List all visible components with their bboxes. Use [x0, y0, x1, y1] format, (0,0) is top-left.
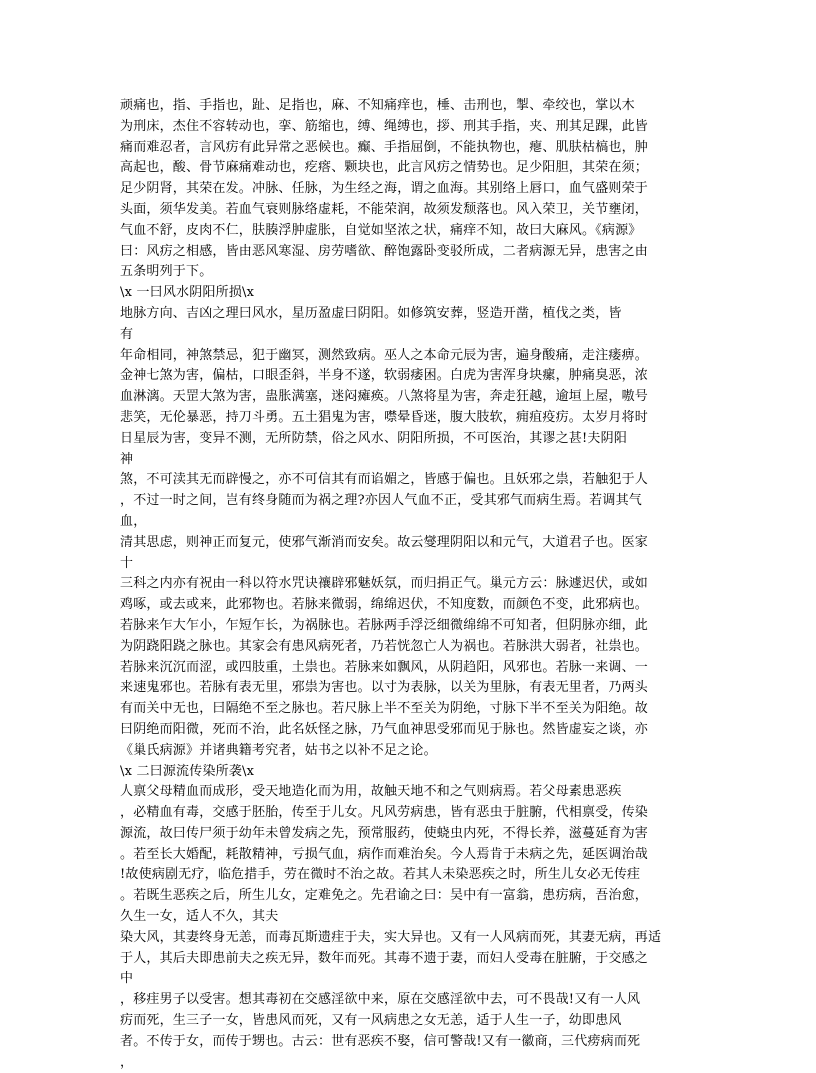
text-line: 中: [120, 971, 134, 987]
text-line: 年命相同，神煞禁忌，犯于幽冥，测然致病。巫人之本命元辰为害，遍身酸痛，走注瘘痹。: [120, 347, 649, 363]
text-line: 痛而难忍者，言风疠有此异常之恶候也。癫、手指屈倒，不能执物也，瘪、肌肤枯槁也，肿: [120, 139, 649, 155]
text-line: 清其思虑，则神正而复元，使邪气渐消而安矣。故云燮理阴阳以和元气，大道君子也。医家: [120, 534, 649, 550]
text-line: \x 二曰源流传染所袭\x: [120, 763, 255, 779]
text-line: 有而关中无也，曰隔绝不至之脉也。若尺脉上半不至关为阴绝，寸脉下半不至关为阳绝。故: [120, 701, 649, 717]
text-line: ，不过一时之间，岂有终身随而为祸之理?亦因人气血不正，受其邪气而病生焉。若调其气: [120, 493, 642, 509]
text-line: 久生一女，适人不久，其夫: [120, 909, 279, 925]
text-line: 地脉方向、吉凶之理曰风水，星历盈虚曰阴阳。如修筑安葬，竖造开凿，植伐之类，皆: [120, 305, 622, 321]
text-line: 日星辰为害，变异不测，无所防禁，俗之风水、阴阳所损，不可医治，其谬之甚!夫阴阳: [120, 430, 628, 446]
text-line: ，: [120, 1054, 134, 1070]
text-line: 为阴跷阳跷之脉也。其家会有患风病死者，乃若恍忽亡人为祸也。若脉洪大弱者，社祟也。: [120, 638, 649, 654]
text-line: 金神七煞为害，偏枯，口眼歪斜，半身不遂，软弱痿困。白虎为害浑身块瘰，肿痛臭恶，浓: [120, 368, 649, 384]
text-line: ，移疰男子以受害。想其毒初在交感淫欲中来，原在交感淫欲中去，可不畏哉!又有一人风: [120, 992, 641, 1008]
text-line: 悲笑，无伦暴恶，持刀斗勇。五土猖鬼为害，噤晕昏迷，腹大肢软，痈疽疫疠。太岁月将时: [120, 409, 649, 425]
text-line: 足少阴肾，其荣在发。冲脉、任脉，为生经之海，谓之血海。其别络上唇口，血气盛则荣于: [120, 181, 649, 197]
text-line: \x 一曰风水阴阳所损\x: [120, 285, 255, 301]
text-line: 鸡啄，或去或来，此邪物也。若脉来微弱，绵绵迟伏，不知度数，而颜色不变，此邪病也。: [120, 597, 649, 613]
text-line: 三科之内亦有祝由一科以符水咒诀禳辟邪魅妖氛，而归捐正气。巢元方云：脉遽迟伏，或如: [120, 576, 649, 592]
text-line: 源流，故曰传尸须于幼年未曾发病之先，预常服药，使蛲虫内死，不得长养，滋蔓延育为害: [120, 825, 649, 841]
text-line: 血淋漓。天罡大煞为害，蛊胀满塞，迷闷瘫痪。八煞将星为害，奔走狂越，逾垣上屋，嗷号: [120, 389, 649, 405]
text-line: 血，: [120, 513, 147, 529]
text-line: 神: [120, 451, 134, 467]
text-line: 若脉来沉沉而涩，或四肢重，土祟也。若脉来如飘风，从阴趋阳，风邪也。若脉一来调、一: [120, 659, 649, 675]
document-text-block: [120, 96, 700, 1073]
text-line: 。若至长大婚配，耗散精神，亏损气血，病作而难治矣。今人焉肯于未病之先，延医调治哉: [120, 846, 649, 862]
text-line: 十: [120, 555, 134, 571]
text-line: 高起也，酸、骨节麻痛难动也，疙瘩、颗块也，此言风疠之情势也。足少阳胆，其荣在须；: [120, 160, 649, 176]
text-line: 来速鬼邪也。若脉有表无里，邪祟为害也。以寸为表脉，以关为里脉，有表无里者，乃两头: [120, 680, 649, 696]
text-line: 为刑床，杰住不容转动也，挛、筋缩也，缚、绳缚也，拶、刑其手指，夹、刑其足踝，此皆: [120, 118, 649, 134]
text-line: 。若既生恶疾之后，所生儿女，定难免之。先君谕之曰：吴中有一富翁，患疠病，吾治愈，: [120, 888, 649, 904]
text-line: 疠而死，生三子一女，皆患风而死，又有一风病患之女无恙，适于人生一子，幼即患风: [120, 1013, 622, 1029]
text-line: 五条明列于下。: [120, 264, 213, 280]
text-line: ，必精血有毒，交感于胚胎，传至于儿女。凡风劳病患，皆有恶虫于脏腑，代相禀受，传染: [120, 805, 649, 821]
text-line: 曰阴绝而阳微，死而不治，此名妖怪之脉，乃气血神思受邪而见于脉也。然皆虚妄之谈，亦: [120, 721, 649, 737]
text-line: 若脉来乍大乍小，乍短乍长，为祸脉也。若脉两手浮泛细微绵绵不可知者，但阴脉亦细，此: [120, 617, 649, 633]
text-line: 顽痛也，指、手指也，趾、足指也，麻、不知痛痒也，棰、击刑也，掣、牵绞也，掌以木: [120, 98, 635, 113]
text-line: 《巢氏病源》并诸典籍考究者，姑书之以补不足之论。: [120, 742, 437, 758]
text-line: !故使病剧无疗，临危措手，劳在微时不治之故。若其人未染恶疾之时，所生儿女必无传疰: [120, 867, 641, 883]
text-line: 煞，不可渎其无而辟慢之，亦不可信其有而谄媚之，皆感于偏也。且妖邪之祟，若触犯于人: [120, 472, 649, 488]
text-line: 曰：风疠之相感，皆由恶风寒湿、房劳嗜欲、醉饱露卧变驳所成，二者病源无异，患害之由: [120, 243, 649, 259]
text-line: 头面，须华发美。若血气衰则脉络虚耗，不能荣润，故须发颓落也。风入荣卫，关节壅闭，: [120, 201, 649, 217]
text-line: 有: [120, 326, 134, 342]
text-line: 于人，其后夫即患前夫之疾无异，数年而死。其毒不遗于妻，而妇人受毒在脏腑，于交感之: [120, 950, 649, 966]
text-line: 染大风，其妻终身无恙，而毒瓦斯遗疰于夫，实大异也。又有一人风病而死，其妻无病，再适: [120, 929, 662, 945]
text-line: 气血不舒，皮肉不仁，肤腠浮肿虚胀，自觉如坚浓之状，痛痒不知，故曰大麻风。《病源》: [120, 222, 642, 238]
text-line: 人禀父母精血而成形，受天地造化而为用，故触天地不和之气则病焉。若父母素患恶疾: [120, 784, 622, 800]
text-line: 者。不传于女，而传于甥也。古云：世有恶疾不娶，信可警哉!又有一徽商，三代痨病而死: [120, 1033, 641, 1049]
